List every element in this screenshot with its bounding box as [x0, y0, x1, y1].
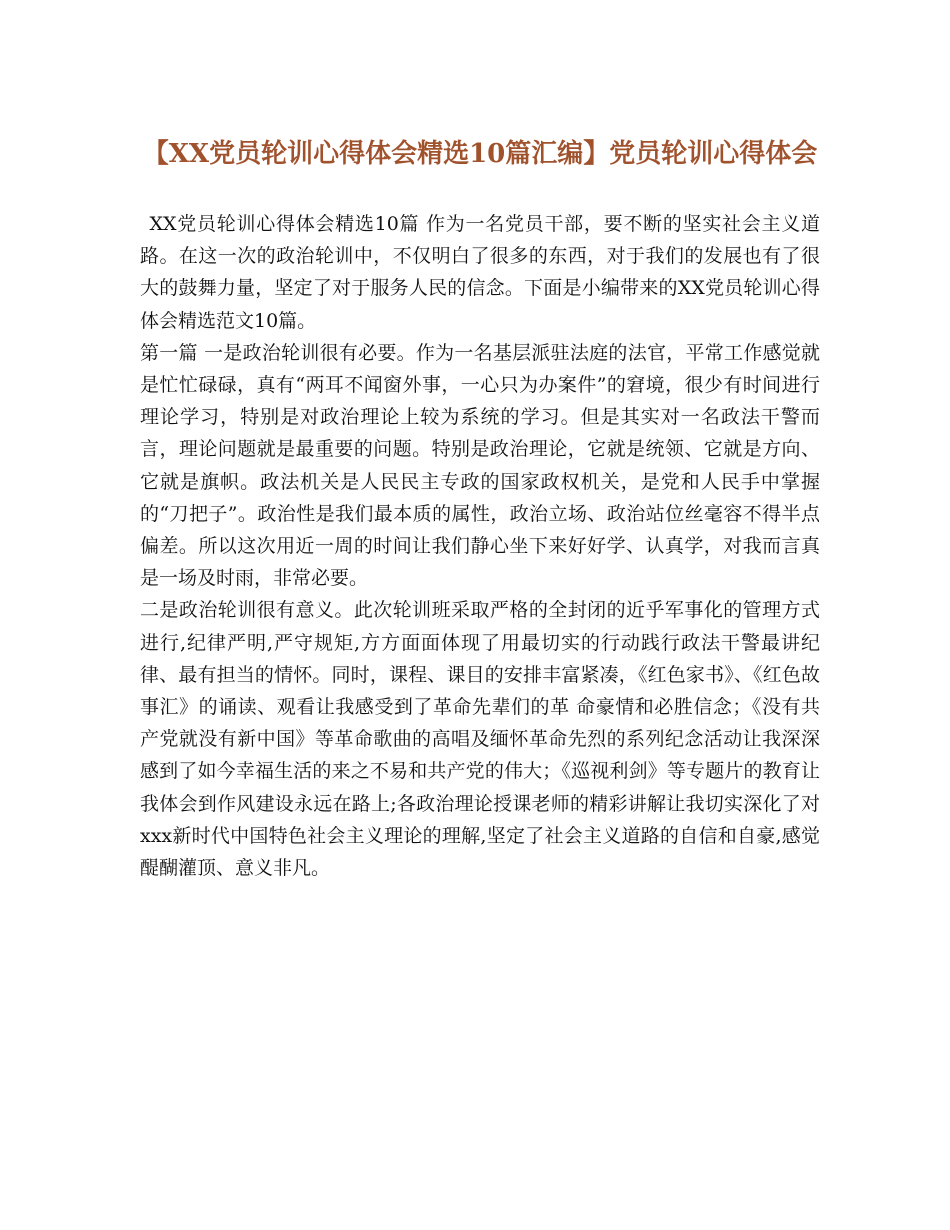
document-title: 【XX党员轮训心得体会精选10篇汇编】党员轮训心得体会 [142, 139, 818, 169]
document-body [140, 208, 820, 884]
paragraph-first: 第一篇 一是政治轮训很有必要。作为一名基层派驻法庭的法官，平常工作感觉就是忙忙碌碌，真有“两耳不闻窗外事，一心只为办案件”的窘境，很少有时间进行理论学习，特别是对政治理论上较为系统的学习。但是其实对一名政法干警而言，理论问题就是最重要的问题。特别是政治理论，它就是统领、它就是方向、它就是旗帜。政法机关是人民民主专政的国家政权机关，是党和人民手中掌握的“刀把子”。政治性是我们最本质的属性，政治立场、政治站位丝毫容不得半点偏差。所以这次用近一周的时间让我们静心坐下来好好学、认真学，对我而言真是一场及时雨，非常必要。 [140, 341, 820, 590]
paragraph-second: 二是政治轮训很有意义。此次轮训班采取严格的全封闭的近乎军事化的管理方式进行,纪律严明,严守规矩,方方面面体现了用最切实的行动践行政法干警最讲纪律、最有担当的情怀。同时，课程、课目的安排丰富紧凑，《红色家书》、《红色故事汇》的诵读、观看让我感受到了革命先辈们的革 命豪情和必胜信念；《没有共产党就没有新中国》等革命歌曲的高唱及缅怀革命先烈的系列纪念活动让我深深感到了如今幸福生活的来之不易和共产党的伟大；《巡视利剑》等专题片的教育让我体会到作风建设永远在路上;各政治理论授课老师的精彩讲解让我切实深化了对xxx新时代中国特色社会主义理论的理解,坚定了社会主义道路的自信和自豪,感觉醍醐灌顶、意义非凡。 [140, 599, 820, 880]
paragraph-intro: XX党员轮训心得体会精选10篇 作为一名党员干部，要不断的坚实社会主义道路。在这一次的政治轮训中，不仅明白了很多的东西，对于我们的发展也有了很大的鼓舞力量，坚定了对于服务人民的信念。下面是小编带来的XX党员轮训心得体会精选范文10篇。 [140, 213, 820, 332]
document-page [140, 130, 820, 884]
